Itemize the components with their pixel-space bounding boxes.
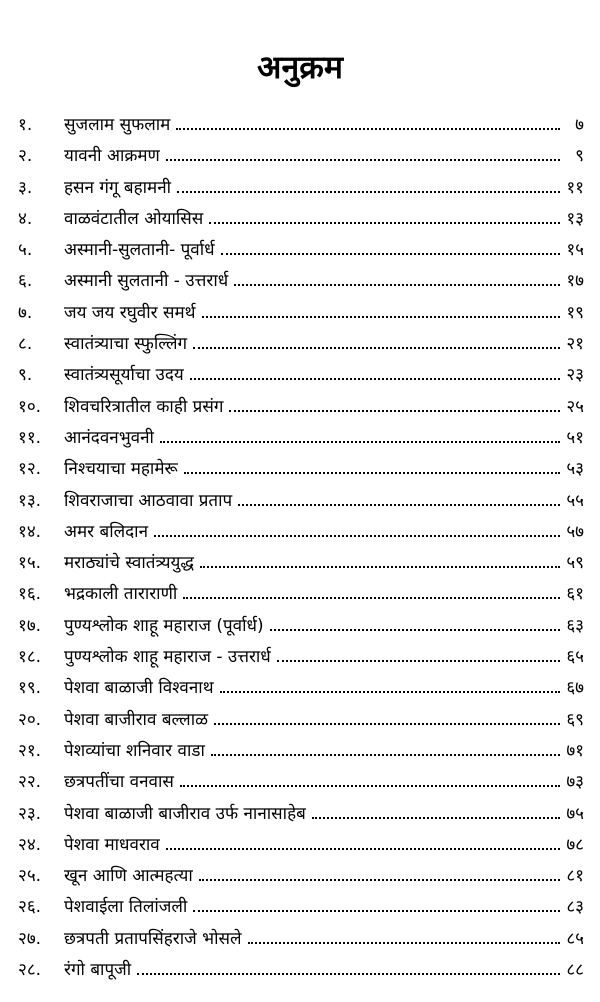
entry-page-number: ५९ xyxy=(566,553,584,574)
entry-page-number: ५३ xyxy=(566,459,584,480)
entry-page-number: १७ xyxy=(566,271,584,292)
entry-title: मराठ्यांचे स्वातंत्र्ययुद्ध xyxy=(64,553,194,574)
entry-title: पुण्यश्लोक शाहू महाराज (पूर्वार्ध) xyxy=(64,615,264,636)
entry-page-number: ८१ xyxy=(566,866,584,887)
entry-page-number: ७१ xyxy=(566,740,584,761)
entry-number: २७. xyxy=(18,928,42,949)
entry-title: जय जय रघुवीर समर्थ xyxy=(64,302,196,323)
entry-number: ४. xyxy=(18,208,33,229)
toc-entry xyxy=(18,861,584,892)
entry-number: ७. xyxy=(18,302,33,323)
dot-leader xyxy=(199,878,560,881)
entry-number: १३. xyxy=(18,490,42,511)
toc-entry xyxy=(18,110,584,141)
dot-leader xyxy=(183,596,560,599)
dot-leader xyxy=(166,847,560,850)
entry-page-number: ७८ xyxy=(566,834,584,855)
dot-leader xyxy=(166,158,560,161)
entry-page-number: ५१ xyxy=(566,427,584,448)
page-title: अनुक्रम xyxy=(257,48,343,87)
dot-leader xyxy=(160,440,560,443)
entry-title: स्वातंत्र्यसूर्याचा उदय xyxy=(64,365,184,386)
entry-page-number: ११ xyxy=(566,177,584,198)
entry-title: निश्चयाचा महामेरू xyxy=(64,459,178,480)
entry-title: खून आणि आत्महत्या xyxy=(64,866,193,887)
entry-page-number: ६७ xyxy=(566,678,584,699)
toc-entry xyxy=(18,642,584,673)
entry-number: २६. xyxy=(18,897,42,918)
toc-entry xyxy=(18,298,584,329)
dot-leader xyxy=(180,784,560,787)
entry-page-number: ८३ xyxy=(566,897,584,918)
dot-leader xyxy=(154,534,560,537)
toc-entry xyxy=(18,360,584,391)
entry-number: ५. xyxy=(18,240,33,261)
toc-entry xyxy=(18,955,584,986)
dot-leader xyxy=(176,127,560,130)
dot-leader xyxy=(193,346,560,349)
entry-number: ६. xyxy=(18,271,33,292)
entry-page-number: १५ xyxy=(566,240,584,261)
dot-leader xyxy=(200,565,560,568)
entry-number: २५. xyxy=(18,866,42,887)
entry-page-number: २१ xyxy=(566,334,584,355)
toc-entry xyxy=(18,423,584,454)
entry-number: ९. xyxy=(18,365,33,386)
entry-number: २. xyxy=(18,146,33,167)
entry-number: १७. xyxy=(18,615,42,636)
dot-leader xyxy=(221,252,560,255)
dot-leader xyxy=(214,722,560,725)
dot-leader xyxy=(234,283,560,286)
entry-page-number: २५ xyxy=(566,396,584,417)
entry-page-number: ८८ xyxy=(566,960,584,981)
entry-page-number: ६३ xyxy=(566,615,584,636)
dot-leader xyxy=(193,909,560,912)
entry-title: पेशवा माधवराव xyxy=(64,834,160,855)
entry-title: छत्रपतींचा वनवास xyxy=(64,772,174,793)
toc-entry xyxy=(18,454,584,485)
toc-entry xyxy=(18,579,584,610)
entry-title: हसन गंगू बहामनी xyxy=(64,177,172,198)
entry-number: ३. xyxy=(18,177,33,198)
toc-entry xyxy=(18,705,584,736)
toc-entry xyxy=(18,173,584,204)
toc-entry xyxy=(18,392,584,423)
entry-number: २३. xyxy=(18,803,42,824)
entry-page-number: ८५ xyxy=(566,928,584,949)
entry-number: २०. xyxy=(18,709,42,730)
entry-number: १६. xyxy=(18,584,42,605)
dot-leader xyxy=(211,753,560,756)
dot-leader xyxy=(270,628,560,631)
toc-entry xyxy=(18,673,584,704)
entry-title: पुण्यश्लोक शाहू महाराज - उत्तरार्ध xyxy=(64,647,271,668)
dot-leader xyxy=(312,816,560,819)
entry-page-number: ६१ xyxy=(566,584,584,605)
dot-leader xyxy=(209,221,560,224)
entry-page-number: ७३ xyxy=(566,772,584,793)
entry-number: १२. xyxy=(18,459,42,480)
entry-title: अस्मानी-सुलतानी- पूर्वार्ध xyxy=(64,240,215,261)
table-of-contents xyxy=(18,110,584,986)
toc-entry xyxy=(18,892,584,923)
toc-entry xyxy=(18,486,584,517)
toc-entry xyxy=(18,517,584,548)
dot-leader xyxy=(184,471,560,474)
entry-page-number: २३ xyxy=(566,365,584,386)
entry-title: पेशवा बाळाजी विश्वनाथ xyxy=(64,678,214,699)
entry-number: १. xyxy=(18,115,33,135)
entry-title: सुजलाम सुफलाम xyxy=(64,115,171,135)
entry-title: रंगो बापूजी xyxy=(64,960,132,981)
entry-title: पेशवाईला तिलांजली xyxy=(64,897,188,918)
dot-leader xyxy=(190,377,560,380)
entry-number: १०. xyxy=(18,396,42,417)
dot-leader xyxy=(248,941,560,944)
entry-title: वाळवंटातील ओयासिस xyxy=(64,208,204,229)
entry-page-number: ६९ xyxy=(566,709,584,730)
entry-number: १५. xyxy=(18,553,42,574)
entry-number: १९. xyxy=(18,678,42,699)
entry-page-number: ५७ xyxy=(566,521,584,542)
toc-entry xyxy=(18,141,584,172)
entry-page-number: ७ xyxy=(575,115,584,135)
entry-title: अस्मानी सुलतानी - उत्तरार्ध xyxy=(64,271,229,292)
toc-entry xyxy=(18,767,584,798)
toc-entry xyxy=(18,235,584,266)
toc-entry xyxy=(18,266,584,297)
dot-leader xyxy=(202,315,561,318)
entry-title: शिवचरित्रातील काही प्रसंग xyxy=(64,396,224,417)
entry-page-number: १९ xyxy=(566,302,584,323)
entry-page-number: ५५ xyxy=(566,490,584,511)
toc-entry xyxy=(18,799,584,830)
entry-page-number: ९ xyxy=(575,146,584,167)
entry-number: ११. xyxy=(18,427,42,448)
toc-entry xyxy=(18,329,584,360)
entry-number: १४. xyxy=(18,521,42,542)
toc-entry xyxy=(18,924,584,955)
toc-entry xyxy=(18,204,584,235)
entry-number: ८. xyxy=(18,334,33,355)
entry-title: भद्रकाली ताराराणी xyxy=(64,584,178,605)
entry-title: आनंदवनभुवनी xyxy=(64,427,154,448)
dot-leader xyxy=(238,503,560,506)
entry-title: यावनी आक्रमण xyxy=(64,146,160,167)
toc-entry xyxy=(18,611,584,642)
toc-entry xyxy=(18,736,584,767)
entry-page-number: १३ xyxy=(566,208,584,229)
entry-title: पेशवा बाजीराव बल्लाळ xyxy=(64,709,209,730)
entry-title: स्वातंत्र्याचा स्फुल्लिंग xyxy=(64,334,188,355)
entry-page-number: ७५ xyxy=(566,803,584,824)
dot-leader xyxy=(229,409,560,412)
entry-title: अमर बलिदान xyxy=(64,521,149,542)
entry-title: पेशवा बाळाजी बाजीराव उर्फ नानासाहेब xyxy=(64,803,306,824)
entry-number: २२. xyxy=(18,772,42,793)
entry-number: १८. xyxy=(18,647,42,668)
entry-number: २४. xyxy=(18,834,42,855)
entry-number: २१. xyxy=(18,740,42,761)
dot-leader xyxy=(137,972,560,975)
entry-number: २८. xyxy=(18,960,42,981)
toc-entry xyxy=(18,548,584,579)
entry-page-number: ६५ xyxy=(566,647,584,668)
dot-leader xyxy=(277,659,560,662)
dot-leader xyxy=(220,690,560,693)
entry-title: शिवराजाचा आठवावा प्रताप xyxy=(64,490,233,511)
entry-title: पेशव्यांचा शनिवार वाडा xyxy=(64,740,205,761)
entry-title: छत्रपती प्रतापसिंहराजे भोसले xyxy=(64,928,242,949)
dot-leader xyxy=(177,190,560,193)
toc-entry xyxy=(18,830,584,861)
